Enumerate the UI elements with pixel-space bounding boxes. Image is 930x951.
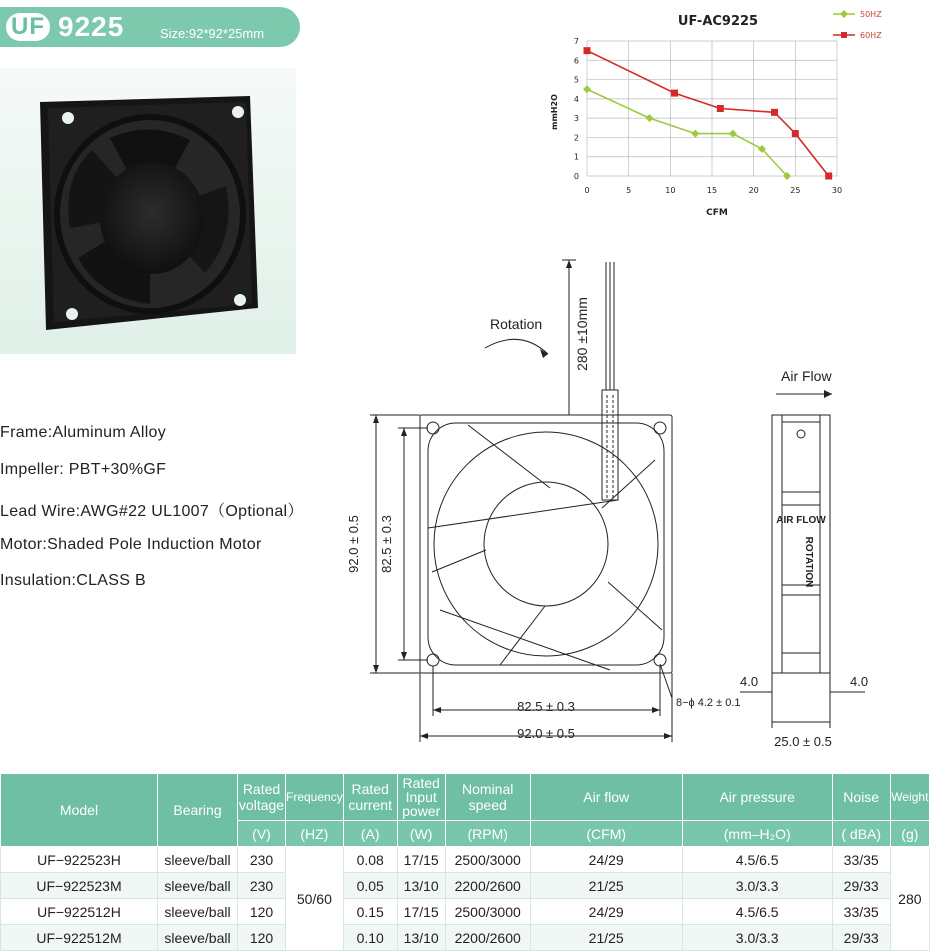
cell-voltage: 120 bbox=[238, 899, 286, 925]
legend-marker bbox=[841, 32, 847, 38]
cell-speed: 2500/3000 bbox=[445, 847, 530, 873]
series-line-60HZ bbox=[587, 51, 829, 176]
unit-voltage: (V) bbox=[238, 821, 286, 847]
data-point bbox=[691, 130, 699, 138]
legend-label: 50HZ bbox=[860, 10, 882, 19]
series-line-50HZ bbox=[587, 89, 787, 176]
cell-frequency: 50/60 bbox=[286, 847, 344, 951]
spec-table bbox=[0, 773, 930, 951]
chart-x-axis-label: CFM bbox=[706, 208, 728, 218]
brand-badge: UF bbox=[6, 13, 50, 41]
depth-dim: 25.0 ± 0.5 bbox=[774, 734, 832, 749]
table-body bbox=[1, 847, 930, 951]
th-model: Model bbox=[1, 774, 158, 847]
cell-pressure: 4.5/6.5 bbox=[682, 847, 832, 873]
th-weight: Weight bbox=[890, 774, 929, 821]
x-tick-label: 30 bbox=[831, 186, 843, 195]
cell-airflow: 24/29 bbox=[530, 847, 682, 873]
unit-pressure: (mm–H₂O) bbox=[682, 821, 832, 847]
cell-power: 13/10 bbox=[397, 925, 445, 951]
side-rotation-text: ROTATION bbox=[803, 536, 814, 588]
cell-model: UF−922512M bbox=[1, 925, 158, 951]
side-air-flow-text: AIR FLOW bbox=[776, 515, 826, 526]
product-header bbox=[0, 7, 300, 47]
th-pressure: Air pressure bbox=[682, 774, 832, 821]
cell-noise: 29/33 bbox=[832, 873, 890, 899]
product-photo bbox=[0, 68, 296, 354]
th-noise: Noise bbox=[832, 774, 890, 821]
frame-width-dim: 92.0 ± 0.5 bbox=[517, 726, 575, 741]
data-point bbox=[825, 173, 832, 180]
spec-motor: Motor:Shaded Pole Induction Motor bbox=[0, 536, 262, 553]
cell-voltage: 120 bbox=[238, 925, 286, 951]
data-point bbox=[729, 130, 737, 138]
data-point bbox=[792, 130, 799, 137]
cell-bearing: sleeve/ball bbox=[158, 899, 238, 925]
chart-legend bbox=[833, 10, 882, 40]
data-point bbox=[583, 85, 591, 93]
data-point bbox=[671, 90, 678, 97]
y-tick-label: 5 bbox=[573, 75, 579, 85]
y-tick-label: 2 bbox=[573, 133, 579, 143]
cell-bearing: sleeve/ball bbox=[158, 847, 238, 873]
hole-width-dim: 82.5 ± 0.3 bbox=[517, 699, 575, 714]
cell-airflow: 21/25 bbox=[530, 873, 682, 899]
y-tick-label: 1 bbox=[573, 152, 579, 162]
unit-weight: (g) bbox=[890, 821, 929, 847]
cell-voltage: 230 bbox=[238, 847, 286, 873]
table-row bbox=[1, 899, 930, 925]
data-point bbox=[771, 109, 778, 116]
cell-power: 17/15 bbox=[397, 847, 445, 873]
cell-model: UF−922523H bbox=[1, 847, 158, 873]
mounting-holes-dim: 8−ϕ 4.2 ± 0.1 bbox=[676, 697, 741, 709]
cell-pressure: 4.5/6.5 bbox=[682, 899, 832, 925]
cell-current: 0.08 bbox=[343, 847, 397, 873]
unit-airflow: (CFM) bbox=[530, 821, 682, 847]
technical-drawing bbox=[340, 250, 930, 755]
spec-frame: Frame:Aluminum Alloy bbox=[0, 424, 167, 441]
legend-marker bbox=[840, 10, 848, 18]
cell-noise: 33/35 bbox=[832, 899, 890, 925]
air-flow-label: Air Flow bbox=[781, 368, 832, 384]
cell-speed: 2500/3000 bbox=[445, 899, 530, 925]
cell-current: 0.05 bbox=[343, 873, 397, 899]
lead-length-label: 280 ±10mm bbox=[574, 297, 590, 371]
cell-speed: 2200/2600 bbox=[445, 925, 530, 951]
cell-voltage: 230 bbox=[238, 873, 286, 899]
unit-noise: ( dBA) bbox=[832, 821, 890, 847]
data-point bbox=[717, 105, 724, 112]
cell-airflow: 21/25 bbox=[530, 925, 682, 951]
th-speed: Nominal speed bbox=[445, 774, 530, 821]
side-margin-right-dim: 4.0 bbox=[850, 674, 869, 689]
cell-noise: 33/35 bbox=[832, 847, 890, 873]
y-tick-label: 7 bbox=[573, 37, 579, 46]
unit-power: (W) bbox=[397, 821, 445, 847]
unit-speed: (RPM) bbox=[445, 821, 530, 847]
cell-pressure: 3.0/3.3 bbox=[682, 873, 832, 899]
th-frequency: Frequency bbox=[286, 774, 344, 821]
th-voltage: Rated voltage bbox=[238, 774, 286, 821]
cell-current: 0.10 bbox=[343, 925, 397, 951]
legend-label: 60HZ bbox=[860, 31, 882, 40]
cell-noise: 29/33 bbox=[832, 925, 890, 951]
y-tick-label: 3 bbox=[573, 114, 579, 124]
y-tick-label: 0 bbox=[573, 172, 579, 181]
spec-impeller: Impeller: PBT+30%GF bbox=[0, 461, 167, 478]
spec-lead-wire: Lead Wire:AWG#22 UL1007（Optional） bbox=[0, 503, 304, 520]
cell-model: UF−922512H bbox=[1, 899, 158, 925]
y-tick-label: 6 bbox=[573, 56, 579, 66]
unit-current: (A) bbox=[343, 821, 397, 847]
size-label: Size:92*92*25mm bbox=[160, 26, 265, 41]
model-number: 9225 bbox=[58, 11, 125, 42]
x-tick-label: 0 bbox=[584, 186, 590, 195]
hole-height-dim: 82.5 ± 0.3 bbox=[379, 515, 394, 573]
cell-pressure: 3.0/3.3 bbox=[682, 925, 832, 951]
chart-title: UF-AC9225 bbox=[677, 14, 759, 29]
th-current: Rated current bbox=[343, 774, 397, 821]
data-point bbox=[646, 114, 654, 122]
x-tick-label: 10 bbox=[665, 186, 676, 195]
y-tick-label: 4 bbox=[573, 94, 579, 104]
x-tick-label: 15 bbox=[706, 186, 718, 195]
th-airflow: Air flow bbox=[530, 774, 682, 821]
cell-bearing: sleeve/ball bbox=[158, 873, 238, 899]
chart-y-axis-label: mmH2O bbox=[550, 94, 559, 130]
chart-grid bbox=[574, 37, 842, 195]
cell-airflow: 24/29 bbox=[530, 899, 682, 925]
data-point bbox=[584, 47, 591, 54]
th-power: Rated Input power bbox=[397, 774, 445, 821]
cell-power: 17/15 bbox=[397, 899, 445, 925]
frame-height-dim: 92.0 ± 0.5 bbox=[346, 515, 361, 573]
x-tick-label: 20 bbox=[748, 186, 759, 195]
x-tick-label: 5 bbox=[626, 186, 632, 195]
cell-speed: 2200/2600 bbox=[445, 873, 530, 899]
cell-current: 0.15 bbox=[343, 899, 397, 925]
rotation-label: Rotation bbox=[490, 316, 543, 332]
cell-weight: 280 bbox=[890, 847, 929, 951]
unit-frequency: (HZ) bbox=[286, 821, 344, 847]
cell-bearing: sleeve/ball bbox=[158, 925, 238, 951]
cell-power: 13/10 bbox=[397, 873, 445, 899]
performance-chart bbox=[530, 0, 930, 230]
chart-series-group bbox=[583, 47, 832, 180]
spec-insulation: Insulation:CLASS B bbox=[0, 572, 146, 589]
table-row bbox=[1, 925, 930, 951]
cell-model: UF−922523M bbox=[1, 873, 158, 899]
fan-photo-image bbox=[0, 68, 296, 354]
table-row bbox=[1, 873, 930, 899]
x-tick-label: 25 bbox=[790, 186, 801, 195]
th-bearing: Bearing bbox=[158, 774, 238, 847]
table-row bbox=[1, 847, 930, 873]
side-margin-left-dim: 4.0 bbox=[740, 674, 759, 689]
